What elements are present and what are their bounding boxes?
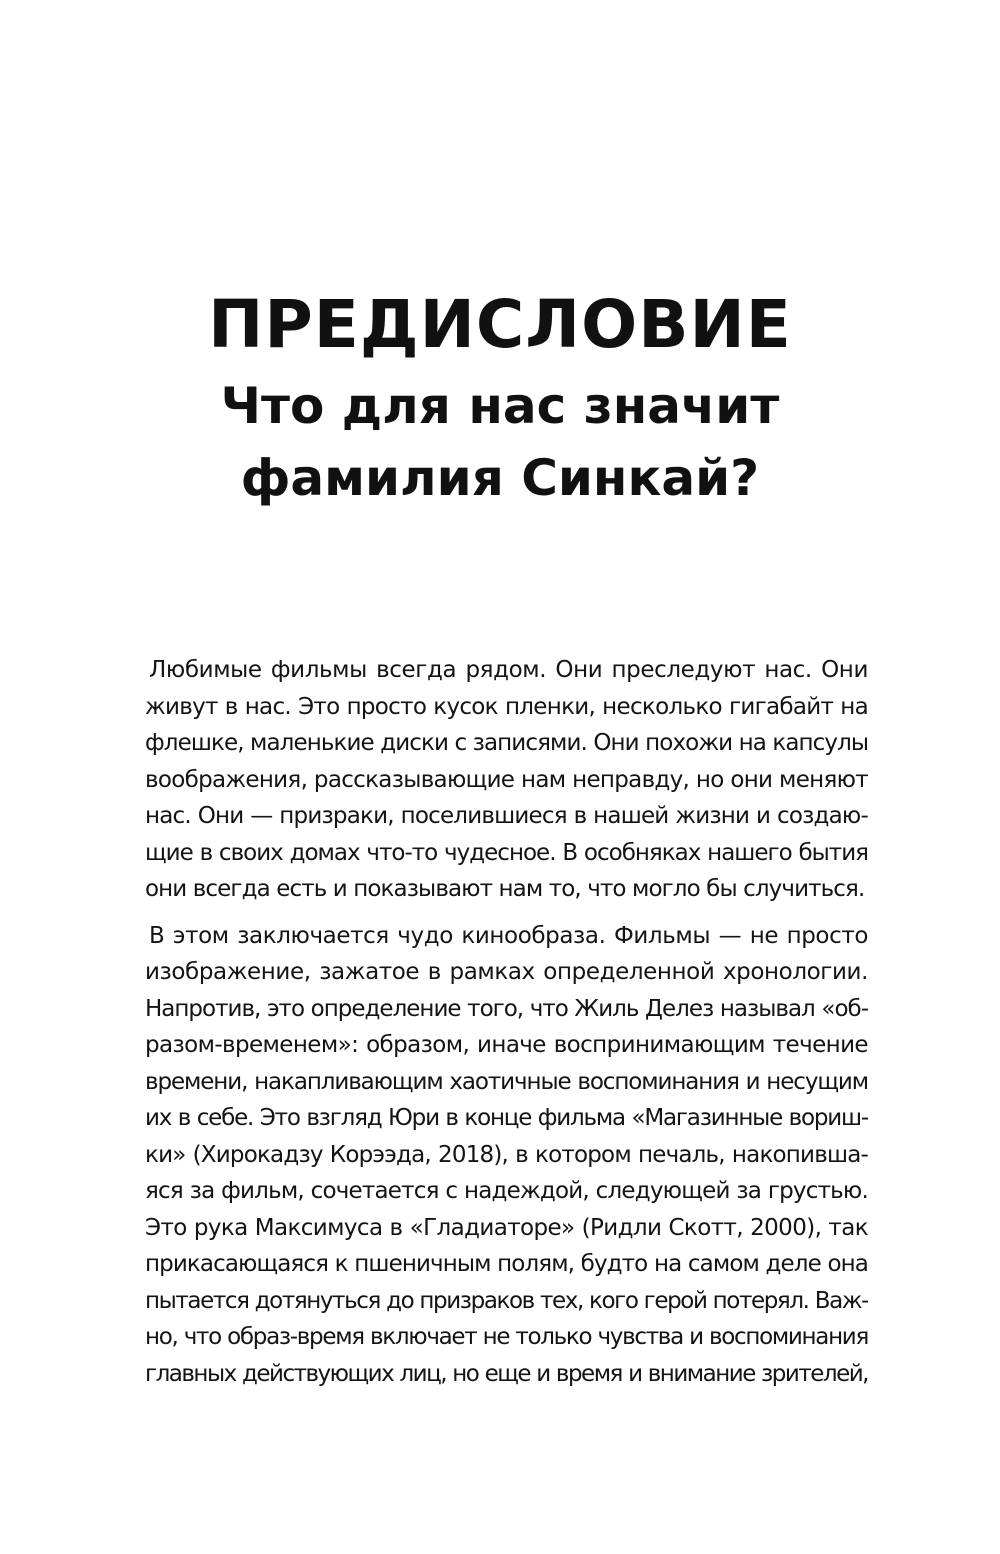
text-line: ки» (Хирокадзу Корээда, 2018), в котором печаль, накопивша- [145,1141,868,1168]
body-text [145,652,868,1392]
chapter-subtitle-line-2: фамилия Синкай? [240,449,760,507]
text-line: яся за фильм, сочетается с надеждой, следующей за грустью. [145,1178,868,1204]
text-line: прикасающаяся к пшеничным полям, будто на самом деле она [145,1251,868,1277]
text-line: нас. Они — призраки, поселившиеся в нашей жизни и создаю- [145,803,868,829]
text-line: живут в нас. Это просто кусок пленки, несколько гигабайт на [145,693,868,720]
text-line: разом-временем»: образом, иначе воспринимающим течение [145,1032,868,1058]
text-line: их в себе. Это взгляд Юри в конце фильма «Магазинные вориш- [145,1105,868,1131]
text-line: воображения, рассказывающие нам неправду, но они меняют [145,766,868,793]
chapter-title: ПРЕДИСЛОВИЕ [208,286,792,363]
paragraph-2 [145,918,868,1393]
text-line: они всегда есть и показывают нам то, что могло бы случиться. [145,876,865,902]
paragraph-1 [145,652,868,908]
text-line: щие в своих домах что-то чудесное. В особняках нашего бытия [145,839,868,866]
text-line: Напротив, это определение того, что Жиль Делез называл «об- [145,995,868,1022]
paragraph-gap [145,908,868,918]
text-line: В этом заключается чудо кинообраза. Фильмы — не просто [149,922,868,949]
text-line: Это рука Максимуса в «Гладиаторе» (Ридли Скотт, 2000), так [145,1214,868,1241]
text-line: пытается дотянуться до призраков тех, кого герой потерял. Важ- [145,1287,868,1314]
text-line: но, что образ-время включает не только чувства и воспоминания [145,1324,868,1350]
chapter-heading [0,280,1000,514]
text-line: Любимые фильмы всегда рядом. Они преследуют нас. Они [149,657,868,683]
text-line: флешке, маленькие диски с записями. Они похожи на капсулы [145,730,868,756]
chapter-subtitle-line-1: Что для нас значит [220,377,780,435]
text-line: изображение, зажатое в рамках определенной хронологии. [145,959,868,985]
text-line: главных действующих лиц, но еще и время и внимание зрителей, [145,1360,868,1387]
text-line: времени, накапливающим хаотичные воспоминания и несущим [145,1068,868,1095]
